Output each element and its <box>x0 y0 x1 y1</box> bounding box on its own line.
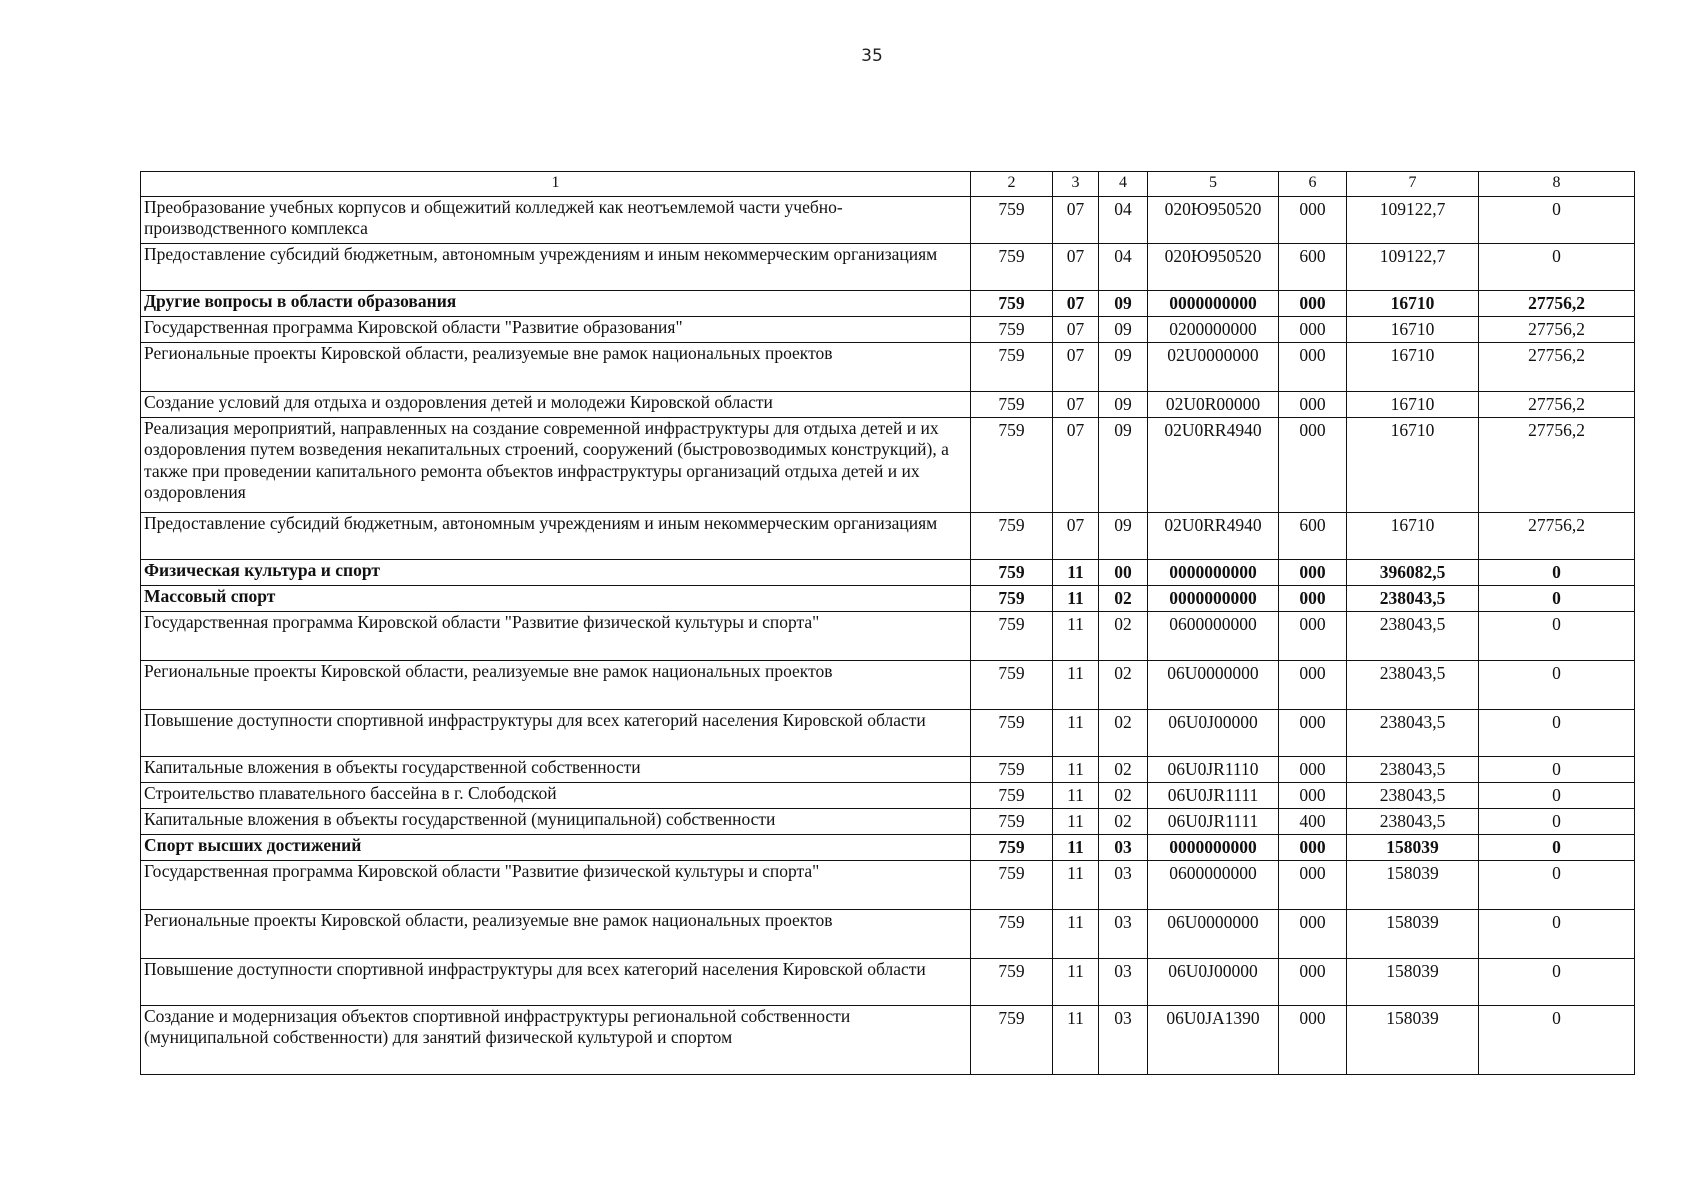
table-row <box>141 586 1635 612</box>
cell-code-6: 000 <box>1279 959 1347 1006</box>
cell-code-4: 03 <box>1099 910 1148 959</box>
column-header-4: 4 <box>1099 172 1148 197</box>
cell-code-6: 000 <box>1279 317 1347 343</box>
column-header-2: 2 <box>971 172 1053 197</box>
cell-value-8: 0 <box>1479 809 1635 835</box>
cell-code-2: 759 <box>971 291 1053 317</box>
cell-code-4: 02 <box>1099 586 1148 612</box>
cell-name: Региональные проекты Кировской области, реализуемые вне рамок национальных проектов <box>141 910 971 959</box>
cell-value-8: 27756,2 <box>1479 392 1635 418</box>
cell-code-6: 000 <box>1279 835 1347 861</box>
cell-code-5: 06U0J00000 <box>1148 710 1279 757</box>
cell-code-5: 0000000000 <box>1148 835 1279 861</box>
cell-code-2: 759 <box>971 343 1053 392</box>
cell-code-6: 000 <box>1279 783 1347 809</box>
cell-code-5: 02U0RR4940 <box>1148 418 1279 513</box>
cell-code-5: 02U0000000 <box>1148 343 1279 392</box>
cell-value-7: 109122,7 <box>1347 197 1479 244</box>
cell-code-4: 04 <box>1099 244 1148 291</box>
table-row <box>141 1006 1635 1075</box>
column-header-7: 7 <box>1347 172 1479 197</box>
table-row <box>141 392 1635 418</box>
cell-code-3: 07 <box>1053 291 1099 317</box>
cell-code-2: 759 <box>971 1006 1053 1075</box>
cell-code-2: 759 <box>971 783 1053 809</box>
cell-code-5: 0000000000 <box>1148 586 1279 612</box>
cell-value-7: 16710 <box>1347 392 1479 418</box>
cell-code-3: 11 <box>1053 1006 1099 1075</box>
cell-code-5: 0000000000 <box>1148 560 1279 586</box>
cell-code-4: 03 <box>1099 861 1148 910</box>
cell-name: Предоставление субсидий бюджетным, автономным учреждениям и иным некоммерческим организациям <box>141 513 971 560</box>
table-row <box>141 317 1635 343</box>
cell-value-8: 0 <box>1479 1006 1635 1075</box>
cell-code-4: 09 <box>1099 343 1148 392</box>
cell-code-6: 000 <box>1279 197 1347 244</box>
cell-code-3: 07 <box>1053 392 1099 418</box>
cell-value-8: 27756,2 <box>1479 418 1635 513</box>
cell-code-6: 000 <box>1279 418 1347 513</box>
table-row <box>141 291 1635 317</box>
cell-code-3: 07 <box>1053 317 1099 343</box>
cell-code-3: 07 <box>1053 197 1099 244</box>
cell-code-4: 02 <box>1099 612 1148 661</box>
cell-name: Региональные проекты Кировской области, реализуемые вне рамок национальных проектов <box>141 661 971 710</box>
cell-code-6: 000 <box>1279 861 1347 910</box>
table-row <box>141 835 1635 861</box>
cell-code-2: 759 <box>971 513 1053 560</box>
cell-name: Предоставление субсидий бюджетным, автономным учреждениям и иным некоммерческим организациям <box>141 244 971 291</box>
cell-value-7: 16710 <box>1347 343 1479 392</box>
cell-value-8: 27756,2 <box>1479 343 1635 392</box>
cell-code-5: 0200000000 <box>1148 317 1279 343</box>
table-header-row <box>141 172 1635 197</box>
table-row <box>141 710 1635 757</box>
cell-code-4: 02 <box>1099 661 1148 710</box>
cell-value-7: 158039 <box>1347 861 1479 910</box>
cell-code-2: 759 <box>971 835 1053 861</box>
cell-code-2: 759 <box>971 244 1053 291</box>
table-row <box>141 197 1635 244</box>
cell-name: Повышение доступности спортивной инфраструктуры для всех категорий населения Кировской области <box>141 710 971 757</box>
cell-code-4: 02 <box>1099 809 1148 835</box>
cell-value-7: 238043,5 <box>1347 809 1479 835</box>
column-header-8: 8 <box>1479 172 1635 197</box>
cell-name: Региональные проекты Кировской области, реализуемые вне рамок национальных проектов <box>141 343 971 392</box>
cell-code-6: 600 <box>1279 513 1347 560</box>
cell-code-3: 11 <box>1053 560 1099 586</box>
cell-code-4: 02 <box>1099 710 1148 757</box>
cell-name: Массовый спорт <box>141 586 971 612</box>
cell-value-8: 0 <box>1479 959 1635 1006</box>
table-row <box>141 757 1635 783</box>
table-row <box>141 513 1635 560</box>
cell-name: Спорт высших достижений <box>141 835 971 861</box>
cell-code-5: 02U0RR4940 <box>1148 513 1279 560</box>
cell-code-3: 11 <box>1053 661 1099 710</box>
cell-code-6: 000 <box>1279 910 1347 959</box>
cell-code-3: 11 <box>1053 710 1099 757</box>
cell-name: Государственная программа Кировской области "Развитие физической культуры и спорта" <box>141 861 971 910</box>
cell-code-3: 07 <box>1053 513 1099 560</box>
cell-code-6: 000 <box>1279 586 1347 612</box>
cell-code-5: 06U0000000 <box>1148 910 1279 959</box>
cell-code-6: 400 <box>1279 809 1347 835</box>
cell-code-4: 09 <box>1099 291 1148 317</box>
cell-code-4: 02 <box>1099 757 1148 783</box>
cell-name: Капитальные вложения в объекты государственной собственности <box>141 757 971 783</box>
cell-code-4: 03 <box>1099 1006 1148 1075</box>
cell-code-6: 000 <box>1279 343 1347 392</box>
cell-code-6: 000 <box>1279 710 1347 757</box>
cell-code-2: 759 <box>971 710 1053 757</box>
cell-code-3: 11 <box>1053 910 1099 959</box>
cell-value-8: 27756,2 <box>1479 513 1635 560</box>
column-header-3: 3 <box>1053 172 1099 197</box>
cell-value-8: 27756,2 <box>1479 291 1635 317</box>
cell-code-6: 600 <box>1279 244 1347 291</box>
cell-value-7: 16710 <box>1347 291 1479 317</box>
cell-code-3: 11 <box>1053 586 1099 612</box>
cell-value-8: 0 <box>1479 197 1635 244</box>
table-row <box>141 809 1635 835</box>
cell-code-2: 759 <box>971 317 1053 343</box>
cell-code-3: 11 <box>1053 809 1099 835</box>
table-row <box>141 861 1635 910</box>
cell-code-6: 000 <box>1279 1006 1347 1075</box>
cell-code-4: 03 <box>1099 835 1148 861</box>
cell-code-4: 00 <box>1099 560 1148 586</box>
cell-name: Капитальные вложения в объекты государственной (муниципальной) собственности <box>141 809 971 835</box>
cell-code-4: 09 <box>1099 418 1148 513</box>
cell-value-7: 396082,5 <box>1347 560 1479 586</box>
cell-value-7: 238043,5 <box>1347 612 1479 661</box>
cell-code-6: 000 <box>1279 392 1347 418</box>
cell-code-2: 759 <box>971 661 1053 710</box>
cell-code-5: 06U0JA1390 <box>1148 1006 1279 1075</box>
cell-code-5: 06U0JR1111 <box>1148 783 1279 809</box>
cell-code-4: 09 <box>1099 317 1148 343</box>
cell-code-4: 04 <box>1099 197 1148 244</box>
cell-name: Строительство плавательного бассейна в г. Слободской <box>141 783 971 809</box>
cell-code-4: 09 <box>1099 392 1148 418</box>
cell-code-3: 11 <box>1053 861 1099 910</box>
cell-value-7: 238043,5 <box>1347 661 1479 710</box>
cell-code-4: 03 <box>1099 959 1148 1006</box>
cell-value-8: 0 <box>1479 783 1635 809</box>
table-body <box>141 197 1635 1075</box>
cell-value-7: 16710 <box>1347 418 1479 513</box>
cell-value-8: 0 <box>1479 244 1635 291</box>
cell-code-5: 06U0JR1111 <box>1148 809 1279 835</box>
cell-value-7: 158039 <box>1347 835 1479 861</box>
cell-code-5: 06U0JR1110 <box>1148 757 1279 783</box>
cell-code-2: 759 <box>971 861 1053 910</box>
cell-code-2: 759 <box>971 418 1053 513</box>
table-row <box>141 910 1635 959</box>
cell-code-5: 06U0000000 <box>1148 661 1279 710</box>
cell-code-2: 759 <box>971 910 1053 959</box>
cell-code-5: 020Ю950520 <box>1148 197 1279 244</box>
cell-value-7: 158039 <box>1347 910 1479 959</box>
cell-value-8: 0 <box>1479 560 1635 586</box>
column-header-1: 1 <box>141 172 971 197</box>
cell-value-8: 0 <box>1479 586 1635 612</box>
cell-value-7: 238043,5 <box>1347 783 1479 809</box>
cell-value-8: 27756,2 <box>1479 317 1635 343</box>
cell-code-5: 0000000000 <box>1148 291 1279 317</box>
cell-value-8: 0 <box>1479 861 1635 910</box>
cell-code-3: 11 <box>1053 959 1099 1006</box>
cell-code-4: 09 <box>1099 513 1148 560</box>
table-row <box>141 661 1635 710</box>
cell-code-5: 0600000000 <box>1148 861 1279 910</box>
cell-code-5: 06U0J00000 <box>1148 959 1279 1006</box>
cell-value-7: 109122,7 <box>1347 244 1479 291</box>
cell-value-7: 158039 <box>1347 959 1479 1006</box>
cell-code-2: 759 <box>971 586 1053 612</box>
cell-code-6: 000 <box>1279 560 1347 586</box>
cell-name: Другие вопросы в области образования <box>141 291 971 317</box>
budget-table <box>140 171 1635 1075</box>
cell-code-2: 759 <box>971 757 1053 783</box>
cell-name: Преобразование учебных корпусов и общежитий колледжей как неотъемлемой части учебно-производственного комплекса <box>141 197 971 244</box>
cell-value-8: 0 <box>1479 612 1635 661</box>
table-row <box>141 244 1635 291</box>
cell-name: Государственная программа Кировской области "Развитие образования" <box>141 317 971 343</box>
cell-code-6: 000 <box>1279 291 1347 317</box>
table-row <box>141 783 1635 809</box>
cell-name: Государственная программа Кировской области "Развитие физической культуры и спорта" <box>141 612 971 661</box>
cell-value-8: 0 <box>1479 757 1635 783</box>
table-row <box>141 612 1635 661</box>
cell-code-6: 000 <box>1279 612 1347 661</box>
cell-code-5: 020Ю950520 <box>1148 244 1279 291</box>
cell-code-3: 11 <box>1053 783 1099 809</box>
cell-code-3: 11 <box>1053 757 1099 783</box>
page-number: 35 <box>861 46 883 66</box>
cell-value-8: 0 <box>1479 710 1635 757</box>
column-header-5: 5 <box>1148 172 1279 197</box>
column-header-6: 6 <box>1279 172 1347 197</box>
cell-name: Создание условий для отдыха и оздоровления детей и молодежи Кировской области <box>141 392 971 418</box>
cell-value-7: 158039 <box>1347 1006 1479 1075</box>
cell-value-7: 16710 <box>1347 513 1479 560</box>
cell-code-3: 11 <box>1053 612 1099 661</box>
cell-code-5: 02U0R00000 <box>1148 392 1279 418</box>
cell-value-7: 238043,5 <box>1347 586 1479 612</box>
cell-code-6: 000 <box>1279 661 1347 710</box>
cell-name: Реализация мероприятий, направленных на создание современной инфраструктуры для отдыха детей и их оздоровления путем возведения некапитальных строений, сооружений (быстровозводимых конструкций), а также при проведении капитального ремонта объектов инфраструктуры организаций отдыха детей и их оздоровления <box>141 418 971 513</box>
cell-name: Физическая культура и спорт <box>141 560 971 586</box>
cell-value-7: 238043,5 <box>1347 710 1479 757</box>
cell-code-4: 02 <box>1099 783 1148 809</box>
cell-code-2: 759 <box>971 392 1053 418</box>
cell-code-3: 11 <box>1053 835 1099 861</box>
cell-name: Повышение доступности спортивной инфраструктуры для всех категорий населения Кировской области <box>141 959 971 1006</box>
table-row <box>141 343 1635 392</box>
cell-value-7: 238043,5 <box>1347 757 1479 783</box>
cell-value-7: 16710 <box>1347 317 1479 343</box>
cell-value-8: 0 <box>1479 835 1635 861</box>
cell-code-2: 759 <box>971 809 1053 835</box>
table-row <box>141 560 1635 586</box>
cell-value-8: 0 <box>1479 910 1635 959</box>
cell-code-6: 000 <box>1279 757 1347 783</box>
cell-code-2: 759 <box>971 560 1053 586</box>
table-row <box>141 959 1635 1006</box>
cell-code-2: 759 <box>971 959 1053 1006</box>
cell-code-3: 07 <box>1053 244 1099 291</box>
cell-code-2: 759 <box>971 197 1053 244</box>
cell-code-3: 07 <box>1053 418 1099 513</box>
cell-code-3: 07 <box>1053 343 1099 392</box>
cell-code-5: 0600000000 <box>1148 612 1279 661</box>
cell-name: Создание и модернизация объектов спортивной инфраструктуры региональной собственности (муниципальной собственности) для занятий физической культурой и спортом <box>141 1006 971 1075</box>
cell-value-8: 0 <box>1479 661 1635 710</box>
cell-code-2: 759 <box>971 612 1053 661</box>
table-row <box>141 418 1635 513</box>
